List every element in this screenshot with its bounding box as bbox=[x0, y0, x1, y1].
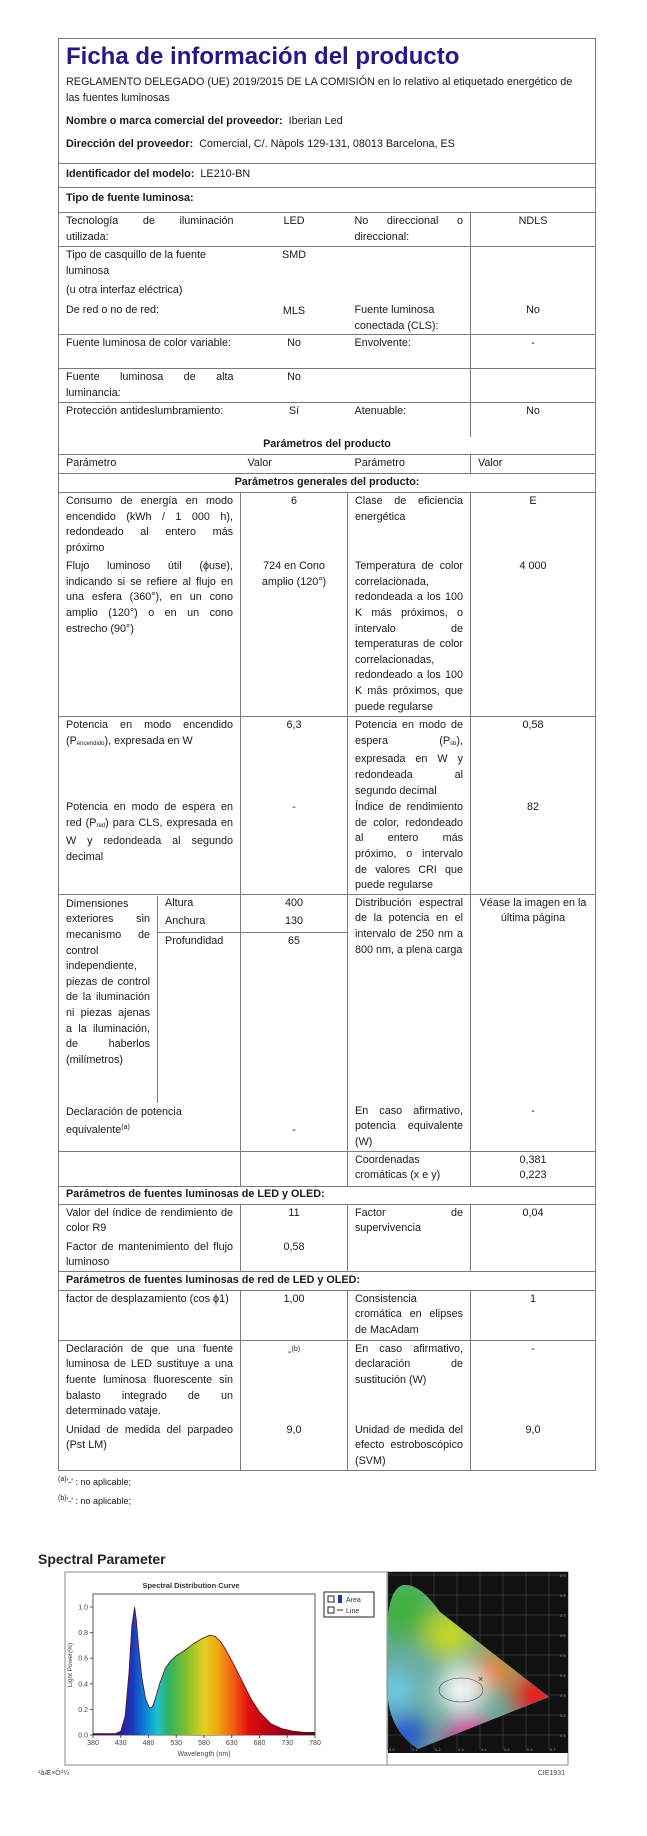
cie-diagram bbox=[373, 1572, 568, 1764]
y-tick-label: 1.0 bbox=[78, 1604, 88, 1612]
consumption-flux-values bbox=[241, 493, 348, 717]
replace-flicker-labels bbox=[59, 1340, 241, 1470]
flux-value: 724 en Cono amplio (120°) bbox=[261, 560, 327, 588]
survival-label: Factor de supervivencia bbox=[348, 1204, 471, 1271]
class-cct-labels bbox=[348, 493, 471, 717]
cie-point-marker: × bbox=[478, 1674, 484, 1684]
cie-x-tick-label: 0.6 bbox=[527, 1747, 533, 1752]
cie-y-tick-label: 0.5 bbox=[560, 1653, 566, 1658]
cie-x-tick-label: 0.4 bbox=[481, 1747, 487, 1752]
y-axis-label: Light Power(%) bbox=[67, 1642, 74, 1688]
supplier-name-label: Nombre o marca comercial del proveedor: bbox=[66, 115, 283, 128]
dimensions-label: Dimensiones exteriores sin mecanismo de control independiente, piezas de control de la iluminación ni piezas ajenas a la iluminación, de haberlos (milímetros) bbox=[66, 896, 158, 1103]
column-header-parameter: Parámetro bbox=[348, 455, 471, 474]
dimension-values bbox=[241, 894, 348, 1151]
legend-checkbox-area[interactable] bbox=[328, 1596, 334, 1602]
chart-title: Spectral Distribution Curve bbox=[142, 1581, 240, 1590]
header-block bbox=[59, 39, 596, 164]
class-cct-values bbox=[471, 493, 596, 717]
chart-legend bbox=[324, 1592, 374, 1617]
consumption-flux-labels bbox=[59, 493, 241, 717]
label-text: Potencia en modo encendido (P bbox=[66, 719, 233, 747]
label-text: Potencia en modo de espera (P bbox=[355, 719, 463, 747]
spd-labels bbox=[348, 894, 471, 1151]
table-row bbox=[59, 717, 596, 895]
empty-cell bbox=[59, 1151, 241, 1186]
spd-value: Véase la imagen en la última página bbox=[479, 896, 587, 925]
cls-label: Fuente luminosa conectada (CLS): bbox=[354, 304, 439, 332]
regulation-text: REGLAMENTO DELEGADO (UE) 2019/2015 DE LA COMISIÓN en lo relativo al etiquetado energético de las fuentes luminosas bbox=[66, 76, 573, 104]
column-headers bbox=[59, 455, 596, 474]
x-tick-label: 380 bbox=[87, 1740, 99, 1747]
efficiency-class-label: Clase de eficiencia energética bbox=[355, 495, 463, 523]
cie-x-tick-label: 0.7 bbox=[550, 1747, 556, 1752]
cie-y-tick-label: 0.3 bbox=[560, 1693, 566, 1698]
replace-flicker-values bbox=[241, 1340, 348, 1470]
product-params-heading: Parámetros del producto bbox=[59, 437, 596, 455]
column-header-value: Valor bbox=[241, 455, 348, 474]
cie-y-tick-label: 0.2 bbox=[560, 1713, 566, 1718]
x-tick-label: 480 bbox=[142, 1740, 155, 1747]
table-row bbox=[59, 1290, 596, 1340]
spd-label: Distribución espectral de la potencia en el intervalo de 250 nm a 800 nm, a plena carga bbox=[355, 896, 463, 956]
footnote-marker: (b) bbox=[58, 1495, 67, 1502]
flux-label: Flujo luminoso útil (ϕuse), indicando si se refiere al flujo en una esfera (360°), en un cono amplio (120°) o en un cono estrecho (90°) bbox=[66, 560, 233, 635]
label-text: ), expresada en W bbox=[104, 734, 193, 747]
cie-y-tick-label: 0.4 bbox=[560, 1673, 566, 1678]
consumption-value: 6 bbox=[290, 495, 297, 508]
footnote-ref: (a) bbox=[121, 1124, 130, 1132]
table-row bbox=[59, 1204, 596, 1271]
color-variable-label: Fuente luminosa de color variable: bbox=[59, 335, 241, 369]
svm-label: Unidad de medida del efecto estroboscópico (SVM) bbox=[355, 1423, 463, 1467]
dimension-width-label: Anchura bbox=[158, 914, 240, 933]
cri-value: 82 bbox=[526, 801, 539, 814]
cls-value: No bbox=[526, 304, 540, 316]
tech-label: Tecnología de iluminación utilizada: bbox=[59, 213, 241, 247]
page-title: Ficha de información del producto bbox=[66, 43, 460, 70]
mains-value: MLS bbox=[282, 304, 306, 317]
model-row bbox=[59, 164, 596, 188]
column-header-value: Valor bbox=[471, 455, 596, 474]
subscript: sb bbox=[450, 740, 457, 747]
standby-cri-labels bbox=[348, 717, 471, 895]
r9-value: 11 bbox=[288, 1206, 300, 1219]
x-tick-label: 630 bbox=[225, 1740, 238, 1747]
y-tick-label: 0.0 bbox=[78, 1732, 88, 1740]
chromaticity-y: 0,223 bbox=[519, 1169, 547, 1182]
on-mode-power-label bbox=[66, 718, 233, 800]
table-row bbox=[59, 1340, 596, 1470]
footnote-b bbox=[58, 1491, 131, 1510]
dimmable-value: No bbox=[471, 403, 596, 437]
column-header-parameter: Parámetro bbox=[59, 455, 241, 474]
table-row bbox=[59, 369, 596, 403]
empty-cell bbox=[348, 369, 471, 403]
table-row bbox=[59, 247, 596, 335]
efficiency-class-value: E bbox=[529, 495, 537, 508]
networked-standby-label bbox=[66, 800, 233, 865]
dimensions-cell bbox=[59, 894, 241, 1151]
cie-y-tick-label: 0.1 bbox=[560, 1733, 566, 1738]
label-text: Potencia en modo de espera en red (P bbox=[66, 801, 233, 829]
subscript: encendido bbox=[76, 740, 105, 747]
table-row bbox=[59, 403, 596, 437]
supplier-address: Comercial, C/. Nàpols 129-131, 08013 Barcelona, ES bbox=[199, 137, 455, 150]
x-axis-label: Wavelength (nm) bbox=[177, 1751, 231, 1758]
chromaticity-label: Coordenadas cromáticas (x e y) bbox=[348, 1151, 471, 1186]
high-luminance-label: Fuente luminosa de alta luminancia: bbox=[59, 369, 241, 403]
survival-value: 0,04 bbox=[471, 1204, 596, 1271]
displacement-label: factor de desplazamiento (cos ϕ1) bbox=[59, 1290, 241, 1340]
equivalent-power-w-value: - bbox=[531, 1104, 535, 1117]
legend-area-swatch bbox=[338, 1595, 342, 1603]
general-params-heading: Parámetros generales del producto: bbox=[59, 474, 596, 493]
label-text: ), expresada en W y redondeada al segundo decimal bbox=[355, 734, 463, 797]
cls-value-cell bbox=[471, 247, 596, 335]
replace-w-svm-labels bbox=[348, 1340, 471, 1470]
legend-checkbox-line[interactable] bbox=[328, 1607, 334, 1613]
standby-power-label bbox=[355, 718, 463, 800]
y-tick-label: 0.8 bbox=[78, 1630, 88, 1638]
flicker-value: 9,0 bbox=[286, 1423, 302, 1436]
chromaticity-x: 0,381 bbox=[519, 1153, 547, 1166]
r9-maint-values bbox=[241, 1204, 348, 1271]
table-row bbox=[59, 1151, 596, 1186]
cie-y-tick-label: 0.6 bbox=[560, 1633, 566, 1638]
equivalent-power-value: - bbox=[292, 1123, 296, 1136]
cie-x-tick-label: 0.2 bbox=[435, 1747, 441, 1752]
replacement-value bbox=[248, 1342, 340, 1423]
spectral-section bbox=[0, 1540, 647, 1836]
footnote-text: '-' : no aplicable; bbox=[66, 1496, 132, 1506]
flicker-label: Unidad de medida del parpadeo (Pst LM) bbox=[66, 1423, 233, 1452]
glare-value: Sí bbox=[241, 403, 348, 437]
cap-note: (u otra interfaz eléctrica) bbox=[66, 284, 183, 297]
y-tick-label: 0.6 bbox=[78, 1655, 88, 1663]
equivalent-power-w-label: En caso afirmativo, potencia equivalente (W) bbox=[355, 1104, 463, 1148]
networked-standby-value: - bbox=[292, 801, 296, 814]
dimmable-label: Atenuable: bbox=[348, 403, 471, 437]
tech-value: LED bbox=[241, 213, 348, 247]
cie-y-tick-label: 0.8 bbox=[560, 1593, 566, 1598]
power-labels bbox=[59, 717, 241, 895]
envelope-label: Envolvente: bbox=[348, 335, 471, 369]
footnote-marker: (a) bbox=[58, 1476, 67, 1483]
caption-left: ¹âÆ×Ö³¼ bbox=[38, 1770, 69, 1777]
legend-line-label: Line bbox=[346, 1608, 360, 1615]
spd-values bbox=[471, 894, 596, 1151]
x-tick-label: 580 bbox=[198, 1740, 210, 1747]
replace-w-svm-values bbox=[471, 1340, 596, 1470]
dimension-depth-value: 65 bbox=[287, 934, 300, 947]
standby-cri-values bbox=[471, 717, 596, 895]
macadam-label: Consistencia cromática en elipses de MacAdam bbox=[348, 1290, 471, 1340]
cap-value: SMD bbox=[282, 249, 306, 261]
source-type-heading: Tipo de fuente luminosa: bbox=[59, 188, 596, 213]
cct-value: 4 000 bbox=[519, 560, 547, 573]
directional-value: NDLS bbox=[471, 213, 596, 247]
color-variable-value: No bbox=[241, 335, 348, 369]
table-row bbox=[59, 335, 596, 369]
table-row bbox=[59, 213, 596, 247]
replacement-w-label: En caso afirmativo, declaración de sustitución (W) bbox=[355, 1342, 463, 1386]
dimension-height-value: 400 bbox=[284, 896, 303, 909]
cct-label: Temperatura de color correlacionada, redondeada a los 100 K más próximos, o intervalo de temperaturas de color correlacionadas, redondeado a los 100 K más próximos, que puede regularse bbox=[355, 560, 463, 713]
cri-label: Índice de rendimiento de color, redondeado al entero más próximo, o intervalo de valores CRI que puede regularse bbox=[355, 801, 463, 892]
x-tick-label: 780 bbox=[309, 1740, 321, 1747]
dimension-width-value: 130 bbox=[241, 914, 347, 933]
macadam-value: 1 bbox=[471, 1290, 596, 1340]
envelope-value: - bbox=[471, 335, 596, 369]
model-label: Identificador del modelo: bbox=[66, 168, 195, 180]
power-values bbox=[241, 717, 348, 895]
dimensions-block bbox=[66, 896, 240, 1103]
empty-cell bbox=[471, 369, 596, 403]
glare-label: Protección antideslumbramiento: bbox=[59, 403, 241, 437]
value-text: - bbox=[287, 1345, 292, 1358]
led-params-heading: Parámetros de fuentes luminosas de LED y OLED: bbox=[59, 1186, 596, 1204]
y-tick-label: 0.4 bbox=[78, 1681, 88, 1689]
on-mode-power-value: 6,3 bbox=[286, 719, 302, 732]
supplier-address-label: Dirección del proveedor: bbox=[66, 137, 194, 150]
supplier-name: Iberian Led bbox=[288, 115, 343, 128]
r9-maint-labels bbox=[59, 1204, 241, 1271]
cap-mains-values bbox=[241, 247, 348, 335]
cie-x-tick-label: 0.0 bbox=[389, 1747, 395, 1752]
label-text: ) para CLS, expresada en W y redondeada al segundo decimal bbox=[66, 816, 234, 863]
equivalent-power-label bbox=[66, 1105, 240, 1139]
footnote-ref: (b) bbox=[291, 1345, 301, 1353]
cie-x-tick-label: 0.3 bbox=[458, 1747, 464, 1752]
label-text: Declaración de potencia equivalente bbox=[66, 1105, 182, 1137]
svm-value: 9,0 bbox=[525, 1423, 541, 1436]
y-tick-label: 0.2 bbox=[78, 1706, 88, 1714]
caption-cie1931: CIE1931 bbox=[537, 1770, 565, 1777]
product-info-table bbox=[58, 38, 596, 1471]
cap-label: Tipo de casquillo de la fuente luminosa bbox=[66, 249, 207, 277]
cie-x-tick-label: 0.1 bbox=[412, 1747, 418, 1752]
r9-label: Valor del índice de rendimiento de color R9 bbox=[66, 1206, 233, 1235]
footnote-a bbox=[58, 1472, 131, 1491]
cie-y-tick-label: 0.9 bbox=[560, 1573, 566, 1578]
empty-cell bbox=[241, 1151, 348, 1186]
cls-label-cell bbox=[348, 247, 471, 335]
displacement-value: 1,00 bbox=[241, 1290, 348, 1340]
subscript: red bbox=[96, 822, 106, 829]
dimension-depth-label: Profundidad bbox=[165, 934, 224, 947]
cie-x-tick-label: 0.5 bbox=[504, 1747, 510, 1752]
chromaticity-values bbox=[471, 1151, 596, 1186]
legend-area-label: Area bbox=[346, 1597, 361, 1604]
cap-mains-labels bbox=[59, 247, 241, 335]
maintenance-value: 0,58 bbox=[283, 1240, 305, 1253]
model-id: LE210-BN bbox=[200, 168, 251, 180]
cie-y-tick-label: 0.7 bbox=[560, 1613, 566, 1618]
table-row bbox=[59, 493, 596, 717]
high-luminance-value: No bbox=[241, 369, 348, 403]
spectral-heading: Spectral Parameter bbox=[38, 1551, 166, 1567]
x-tick-label: 430 bbox=[114, 1740, 127, 1747]
standby-power-value: 0,58 bbox=[522, 719, 544, 732]
dimension-labels bbox=[158, 896, 240, 1103]
directional-label: No direccional o direccional: bbox=[348, 213, 471, 247]
x-tick-label: 530 bbox=[170, 1740, 183, 1747]
mains-label: De red o no de red: bbox=[66, 303, 160, 316]
led-mains-params-heading: Parámetros de fuentes luminosas de red de LED y OLED: bbox=[59, 1271, 596, 1290]
x-tick-label: 730 bbox=[281, 1740, 294, 1747]
footnote-text: '-' : no aplicable; bbox=[66, 1477, 132, 1487]
dimension-height-label: Altura bbox=[165, 896, 194, 909]
consumption-label: Consumo de energía en modo encendido (kWh / 1 000 h), redondeado al entero más próximo bbox=[66, 495, 233, 554]
replacement-label: Declaración de que una fuente luminosa de LED sustituye a una fuente luminosa fluorescente sin balasto integrado de un determinado vataje. bbox=[66, 1342, 233, 1418]
maintenance-label: Factor de mantenimiento del flujo luminoso bbox=[66, 1240, 233, 1269]
x-tick-label: 680 bbox=[253, 1740, 266, 1747]
table-row bbox=[59, 894, 596, 1151]
replacement-w-value: - bbox=[531, 1342, 535, 1355]
